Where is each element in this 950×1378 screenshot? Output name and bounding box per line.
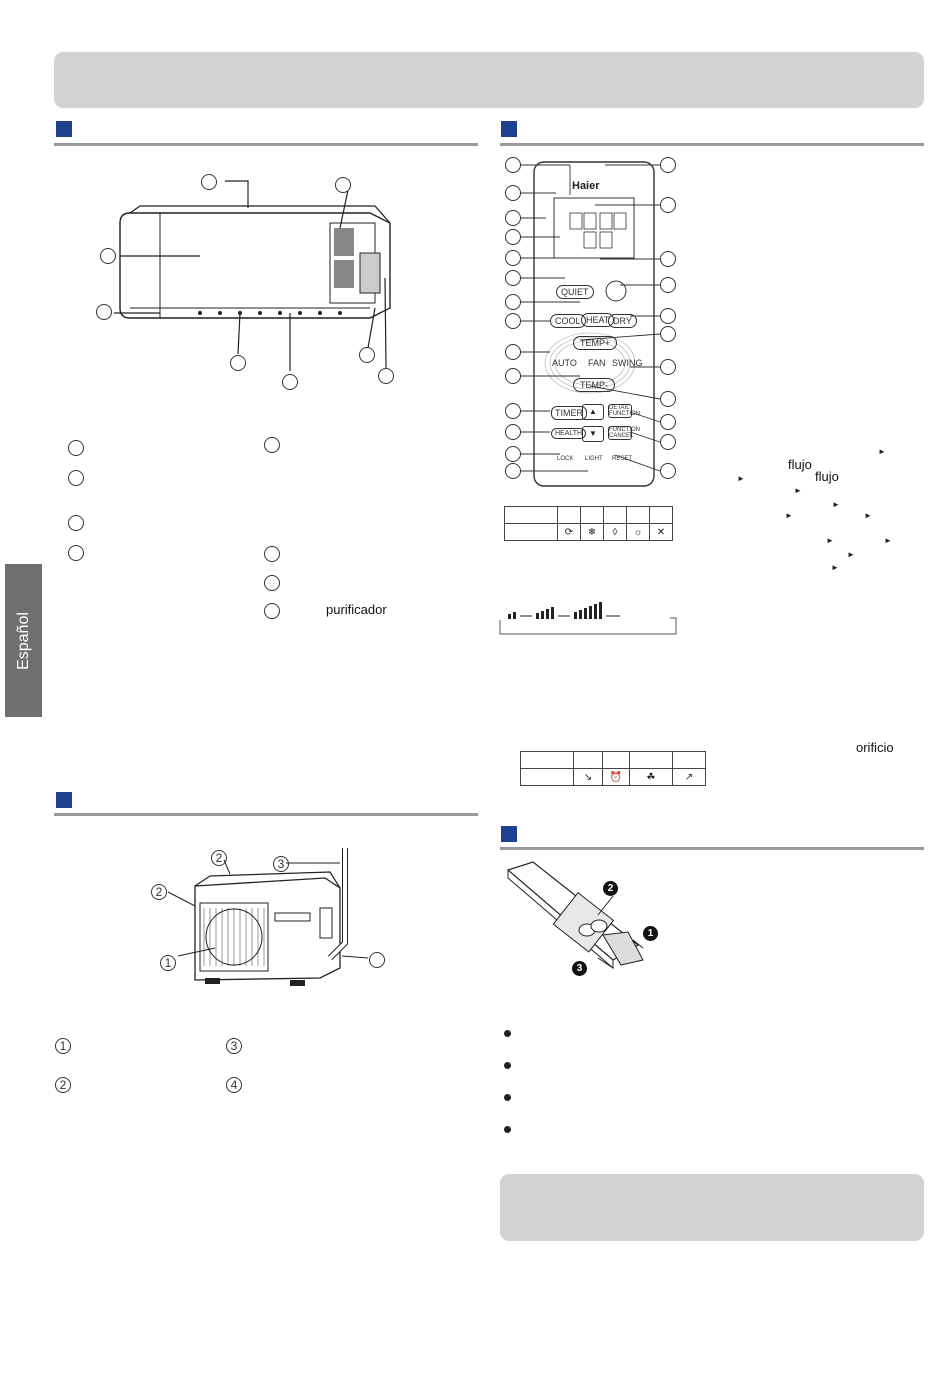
arrow-marker: ► bbox=[794, 486, 802, 495]
outdoor-callout: 1 bbox=[160, 955, 176, 971]
indoor-unit-illustration bbox=[90, 168, 410, 398]
remote-callout-left bbox=[505, 250, 521, 266]
battery-step-3: 3 bbox=[572, 961, 587, 976]
remote-brand-logo: Haier bbox=[572, 180, 600, 192]
remote-callout-left bbox=[505, 185, 521, 201]
swing-down-icon: ↘ bbox=[574, 769, 603, 786]
language-tab bbox=[5, 564, 42, 717]
legend-circle bbox=[264, 575, 280, 591]
cool-button[interactable]: COOL bbox=[550, 314, 586, 328]
legend-circle bbox=[68, 470, 84, 486]
remote-callout-left bbox=[505, 424, 521, 440]
battery-step-1: 1 bbox=[643, 926, 658, 941]
section-rule-indoor bbox=[54, 143, 478, 146]
detail-function-button[interactable]: DETAIL FUNCTION bbox=[609, 405, 640, 417]
down-button[interactable]: ▼ bbox=[582, 426, 604, 442]
legend-text-purificador: purificador bbox=[326, 602, 387, 617]
swing-button[interactable]: SWING bbox=[612, 358, 643, 368]
outdoor-callout: 2 bbox=[151, 884, 167, 900]
section-marker-indoor bbox=[56, 121, 72, 137]
battery-step-2: 2 bbox=[603, 881, 618, 896]
text-flujo: flujo bbox=[815, 469, 839, 484]
outdoor-callout: 2 bbox=[211, 850, 227, 866]
swing-icons-table bbox=[520, 751, 706, 786]
auto-button[interactable]: AUTO bbox=[552, 358, 577, 368]
arrow-marker: ► bbox=[878, 447, 886, 456]
indoor-callout-5 bbox=[230, 355, 246, 371]
section-rule-remote bbox=[500, 143, 924, 146]
section-marker-remote bbox=[501, 121, 517, 137]
cool-mode-icon: ❄ bbox=[581, 524, 604, 541]
temp-up-button[interactable]: TEMP+ bbox=[573, 336, 617, 350]
temp-down-button[interactable]: TEMP- bbox=[573, 378, 615, 392]
note-box bbox=[500, 1174, 924, 1241]
section-marker-outdoor bbox=[56, 792, 72, 808]
remote-callout-left bbox=[505, 368, 521, 384]
legend-circle bbox=[68, 515, 84, 531]
legend-circle bbox=[68, 440, 84, 456]
legend-circle bbox=[264, 546, 280, 562]
remote-callout-left bbox=[505, 229, 521, 245]
swing-clock-icon: ⏰ bbox=[603, 769, 630, 786]
dry-button[interactable]: DRY bbox=[608, 314, 637, 328]
bullet-point bbox=[504, 1030, 511, 1037]
arrow-marker: ► bbox=[884, 536, 892, 545]
remote-callout-left bbox=[505, 344, 521, 360]
arrow-marker: ► bbox=[831, 563, 839, 572]
indoor-callout-7 bbox=[359, 347, 375, 363]
indoor-callout-3 bbox=[100, 248, 116, 264]
quiet-button[interactable]: QUIET bbox=[556, 285, 594, 299]
outdoor-legend-number: 4 bbox=[226, 1077, 242, 1093]
language-label: Español bbox=[14, 611, 32, 670]
remote-callout-left bbox=[505, 270, 521, 286]
lock-button[interactable]: LOCK bbox=[557, 456, 574, 462]
remote-callout-left bbox=[505, 403, 521, 419]
legend-circle bbox=[264, 437, 280, 453]
swing-up-icon: ↗ bbox=[673, 769, 706, 786]
remote-callout-left bbox=[505, 157, 521, 173]
remote-callout-left bbox=[505, 313, 521, 329]
timer-button[interactable]: TIMER bbox=[551, 406, 587, 420]
bullet-point bbox=[504, 1126, 511, 1133]
up-button[interactable]: ▲ bbox=[582, 404, 604, 420]
arrow-marker: ► bbox=[826, 536, 834, 545]
indoor-callout-1 bbox=[201, 174, 217, 190]
legend-circle bbox=[68, 545, 84, 561]
swing-leaf-icon: ☘ bbox=[630, 769, 673, 786]
indoor-callout-6 bbox=[282, 374, 298, 390]
outdoor-callout bbox=[369, 952, 385, 968]
fan-speed-diagram bbox=[498, 598, 682, 638]
dry-mode-icon: ◊ bbox=[604, 524, 627, 541]
reset-button[interactable]: RESET bbox=[612, 456, 633, 462]
heat-button[interactable]: HEAT bbox=[581, 313, 614, 327]
indoor-callout-4 bbox=[96, 304, 112, 320]
section-rule-battery bbox=[500, 847, 924, 850]
mode-icons-table bbox=[504, 506, 673, 541]
heat-mode-icon: ☼ bbox=[627, 524, 650, 541]
text-orificio: orificio bbox=[856, 740, 894, 755]
outdoor-legend-number: 1 bbox=[55, 1038, 71, 1054]
bullet-point bbox=[504, 1094, 511, 1101]
text-flujo: flujo bbox=[788, 457, 812, 472]
remote-callout-left bbox=[505, 294, 521, 310]
remote-callout-left bbox=[505, 446, 521, 462]
fan-mode-icon: ✕ bbox=[650, 524, 673, 541]
function-cancel-button[interactable]: FUNCTION CANCEL bbox=[609, 427, 640, 439]
bullet-point bbox=[504, 1062, 511, 1069]
remote-callout-left bbox=[505, 463, 521, 479]
fan-button[interactable]: FAN bbox=[588, 358, 606, 368]
section-rule-outdoor bbox=[54, 813, 478, 816]
legend-circle bbox=[264, 603, 280, 619]
indoor-callout-8 bbox=[378, 368, 394, 384]
health-button[interactable]: HEALTH bbox=[551, 428, 586, 439]
outdoor-legend-number: 3 bbox=[226, 1038, 242, 1054]
arrow-marker: ► bbox=[847, 550, 855, 559]
section-marker-battery bbox=[501, 826, 517, 842]
remote-leader-lines bbox=[520, 150, 670, 480]
arrow-marker: ► bbox=[864, 511, 872, 520]
auto-mode-icon: ⟳ bbox=[558, 524, 581, 541]
outdoor-callout: 3 bbox=[273, 856, 289, 872]
outdoor-unit-illustration bbox=[150, 848, 400, 998]
top-banner bbox=[54, 52, 924, 108]
light-button[interactable]: LIGHT bbox=[585, 456, 603, 462]
arrow-marker: ► bbox=[737, 474, 745, 483]
remote-callout-left bbox=[505, 210, 521, 226]
outdoor-legend-number: 2 bbox=[55, 1077, 71, 1093]
arrow-marker: ► bbox=[785, 511, 793, 520]
indoor-callout-2 bbox=[335, 177, 351, 193]
arrow-marker: ► bbox=[832, 500, 840, 509]
